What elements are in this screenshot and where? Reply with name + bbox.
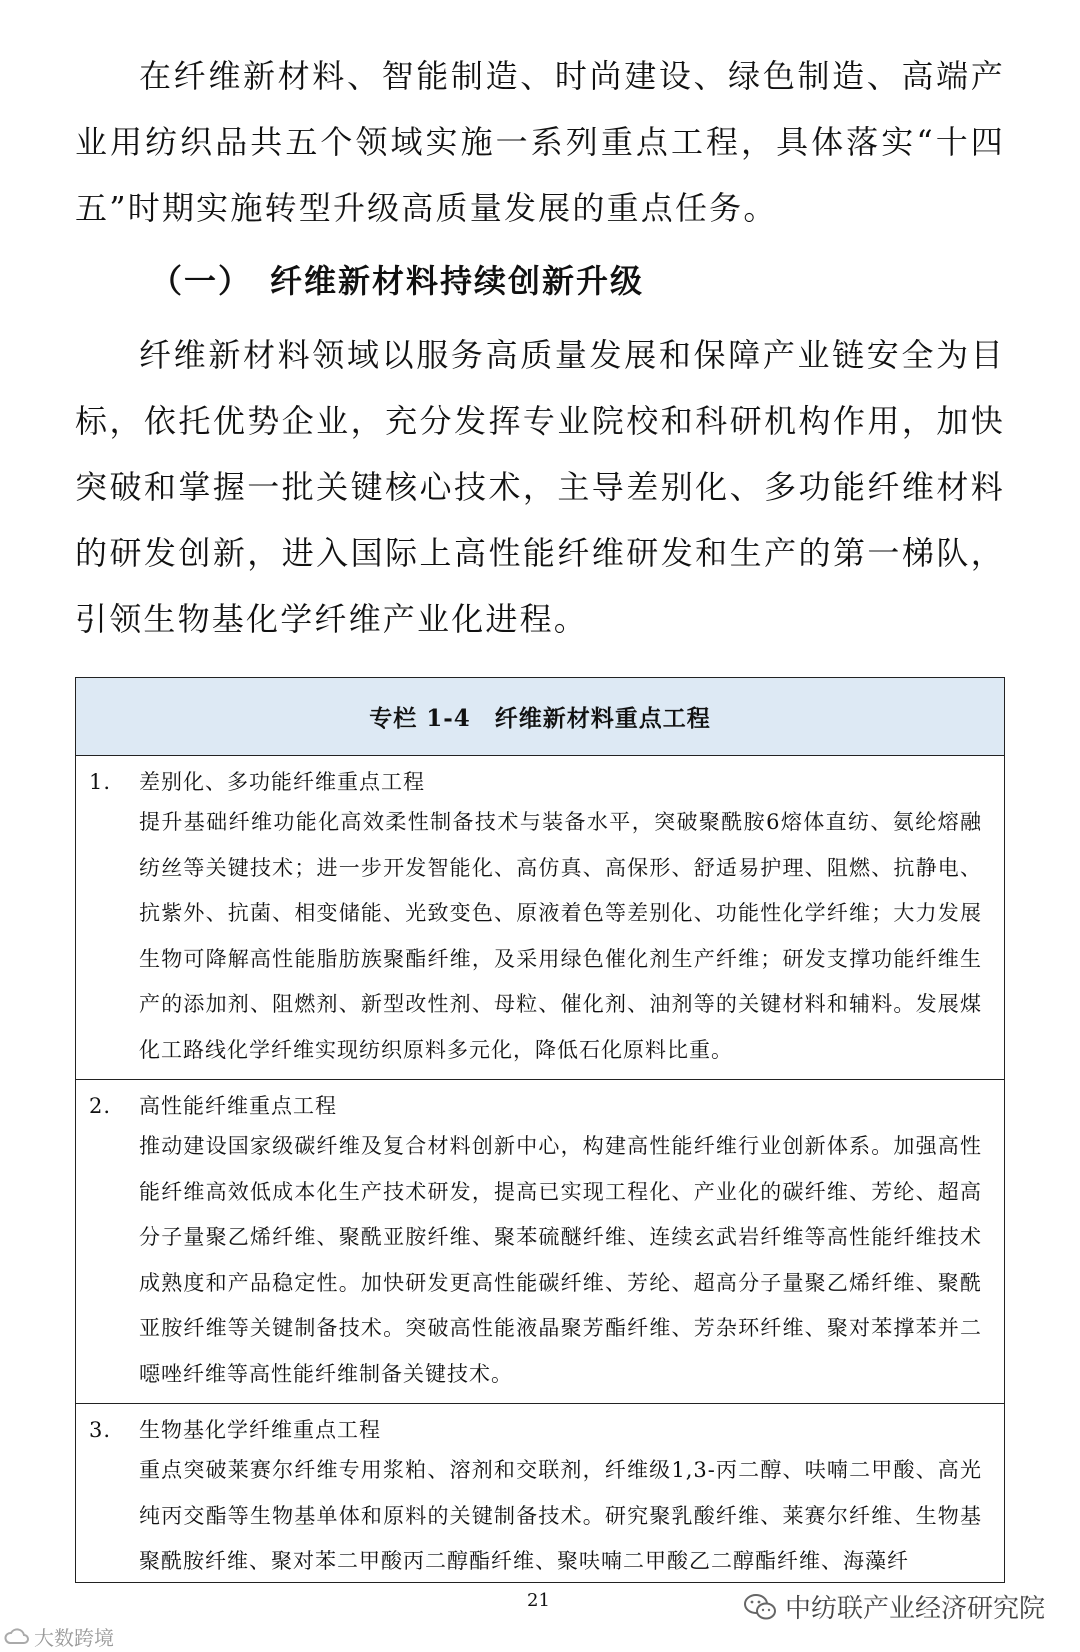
wechat-watermark [743,1588,1045,1625]
feature-box-title: 专栏 1-4 纤维新材料重点工程 [76,678,1004,756]
project-body: 重点突破莱赛尔纤维专用浆粕、溶剂和交联剂，纤维级1,3-丙二醇、呋喃二甲酸、高光纯丙交酯等生物基单体和原料的关键制备技术。研究聚乳酸纤维、莱赛尔纤维、生物基聚酰胺纤维、聚对苯二甲酸丙二醇酯纤维、聚呋喃二甲酸乙二醇酯纤维、海藻纤 [139,1458,982,1573]
cloud-logo-icon [4,1625,30,1649]
project-section-3 [76,1404,1004,1583]
corner-watermark [4,1622,114,1651]
section-heading: （一） 纤维新材料持续创新升级 [150,262,645,300]
project-number: 2. [89,1094,112,1118]
feature-box [75,677,1005,1583]
wechat-icon [743,1592,777,1622]
project-heading [89,764,982,800]
project-section-1 [76,756,1004,1080]
wechat-account-name: 中纺联产业经济研究院 [785,1594,1046,1624]
project-title: 生物基化学纤维重点工程 [139,1418,381,1442]
project-section-2 [76,1080,1004,1404]
page-number: 21 [527,1590,550,1611]
project-body: 提升基础纤维功能化高效柔性制备技术与装备水平，突破聚酰胺6熔体直纺、氨纶熔融纺丝等关键技术；进一步开发智能化、高仿真、高保形、舒适易护理、阻燃、抗静电、抗紫外、抗菌、相变储能、光致变色、原液着色等差别化、功能性化学纤维；大力发展生物可降解高性能脂肪族聚酯纤维，及采用绿色催化剂生产纤维；研发支撑功能纤维生产的添加剂、阻燃剂、新型改性剂、母粒、催化剂、油剂等的关键材料和辅料。发展煤化工路线化学纤维实现纺织原料多元化，降低石化原料比重。 [139,810,982,1062]
project-heading [89,1412,982,1448]
project-title: 高性能纤维重点工程 [139,1094,337,1118]
project-title: 差别化、多功能纤维重点工程 [139,770,425,794]
project-number: 1. [89,770,112,794]
project-heading [89,1088,982,1124]
section-paragraph: 纤维新材料领域以服务高质量发展和保障产业链安全为目标，依托优势企业，充分发挥专业院校和科研机构作用，加快突破和掌握一批关键核心技术，主导差别化、多功能纤维材料的研发创新，进入国际上高性能纤维研发和生产的第一梯队，引领生物基化学纤维产业化进程。 [75,336,1005,638]
corner-watermark-text: 大数跨境 [34,1626,114,1650]
intro-paragraph: 在纤维新材料、智能制造、时尚建设、绿色制造、高端产业用纺织品共五个领域实施一系列重点工程，具体落实“十四五”时期实施转型升级高质量发展的重点任务。 [75,57,1005,227]
project-number: 3. [89,1418,112,1442]
project-body: 推动建设国家级碳纤维及复合材料创新中心，构建高性能纤维行业创新体系。加强高性能纤维高效低成本化生产技术研发，提高已实现工程化、产业化的碳纤维、芳纶、超高分子量聚乙烯纤维、聚酰亚胺纤维、聚苯硫醚纤维、连续玄武岩纤维等高性能纤维技术成熟度和产品稳定性。加快研发更高性能碳纤维、芳纶、超高分子量聚乙烯纤维、聚酰亚胺纤维等关键制备技术。突破高性能液晶聚芳酯纤维、芳杂环纤维、聚对苯撑苯并二噁唑纤维等高性能纤维制备关键技术。 [139,1134,982,1386]
